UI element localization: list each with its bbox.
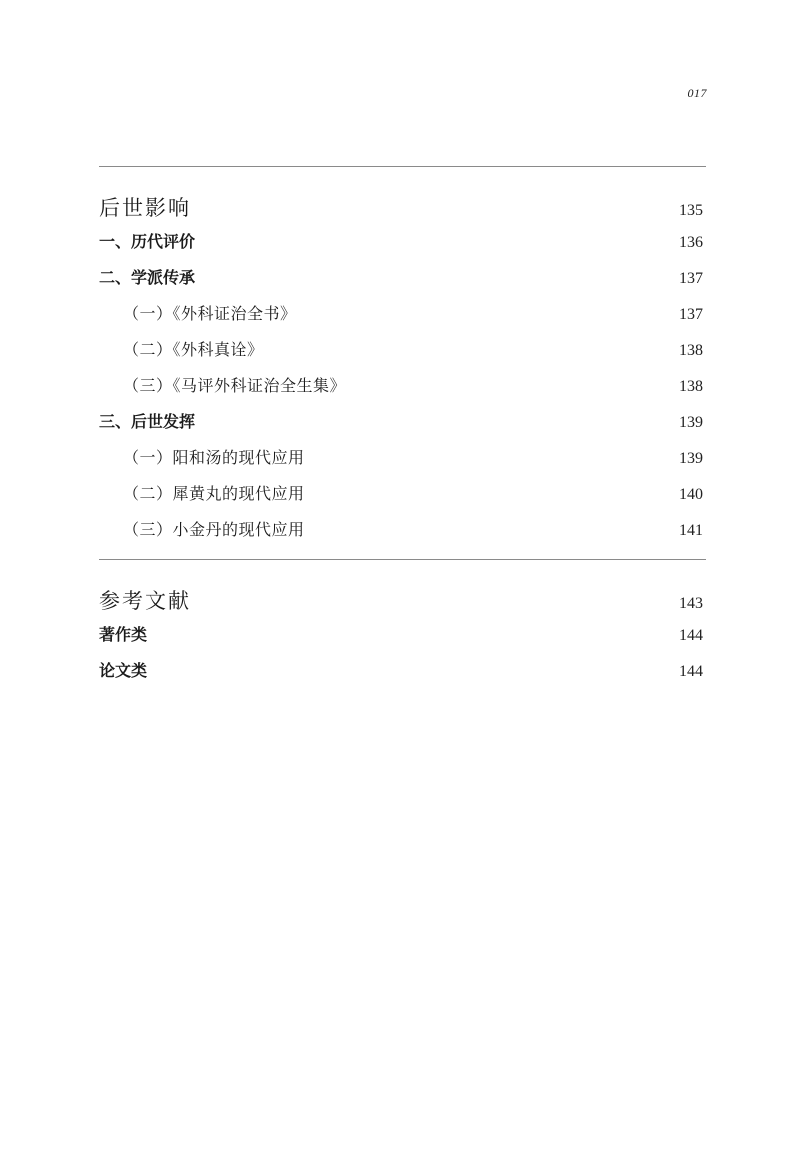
toc-section-entry[interactable] <box>99 658 703 681</box>
divider-middle <box>99 559 706 560</box>
toc-page-number: 139 <box>679 414 703 431</box>
toc-section-entry[interactable] <box>99 265 703 288</box>
toc-entry-title: （一）《外科证治全书》 <box>123 304 297 323</box>
toc-section-entry[interactable] <box>99 409 703 432</box>
toc-page-number: 143 <box>679 595 703 612</box>
toc-entry-title: 三、后世发挥 <box>99 412 196 431</box>
toc-page-number: 137 <box>679 306 703 323</box>
divider-top <box>99 166 706 167</box>
toc-page-number: 139 <box>679 450 703 467</box>
toc-entry-title: 二、学派传承 <box>99 268 196 287</box>
toc-page-number: 144 <box>679 663 703 680</box>
toc-entry-title: 著作类 <box>99 625 148 644</box>
toc-subsection-entry[interactable] <box>99 373 703 396</box>
toc-page-number: 137 <box>679 270 703 287</box>
toc-page-number: 141 <box>679 522 703 539</box>
toc-part-heading[interactable] <box>99 192 703 222</box>
page-number: 017 <box>687 86 707 100</box>
toc-subsection-entry[interactable] <box>99 337 703 360</box>
toc-section-entry[interactable] <box>99 622 703 645</box>
toc-page-number: 135 <box>679 202 703 219</box>
toc-entry-title: （三）《马评外科证治全生集》 <box>123 376 347 395</box>
toc-page-number: 140 <box>679 486 703 503</box>
toc-page-number: 138 <box>679 342 703 359</box>
toc-entry-title: 论文类 <box>99 661 148 680</box>
toc-subsection-entry[interactable] <box>99 517 703 540</box>
toc-subsection-entry[interactable] <box>99 481 703 504</box>
toc-page-number: 136 <box>679 234 703 251</box>
toc-subsection-entry[interactable] <box>99 445 703 468</box>
toc-subsection-entry[interactable] <box>99 301 703 324</box>
toc-section-entry[interactable] <box>99 229 703 252</box>
toc-page-number: 138 <box>679 378 703 395</box>
toc-part-title: 参考文献 <box>99 589 191 613</box>
toc-part-title: 后世影响 <box>99 196 191 220</box>
toc-entry-title: （三）小金丹的现代应用 <box>123 520 305 539</box>
toc-entry-title: （一）阳和汤的现代应用 <box>123 448 305 467</box>
toc-entry-title: （二）《外科真诠》 <box>123 340 264 359</box>
toc-part-heading[interactable] <box>99 585 703 615</box>
toc-page-number: 144 <box>679 627 703 644</box>
toc-entry-title: 一、历代评价 <box>99 232 196 251</box>
toc-entry-title: （二）犀黄丸的现代应用 <box>123 484 305 503</box>
